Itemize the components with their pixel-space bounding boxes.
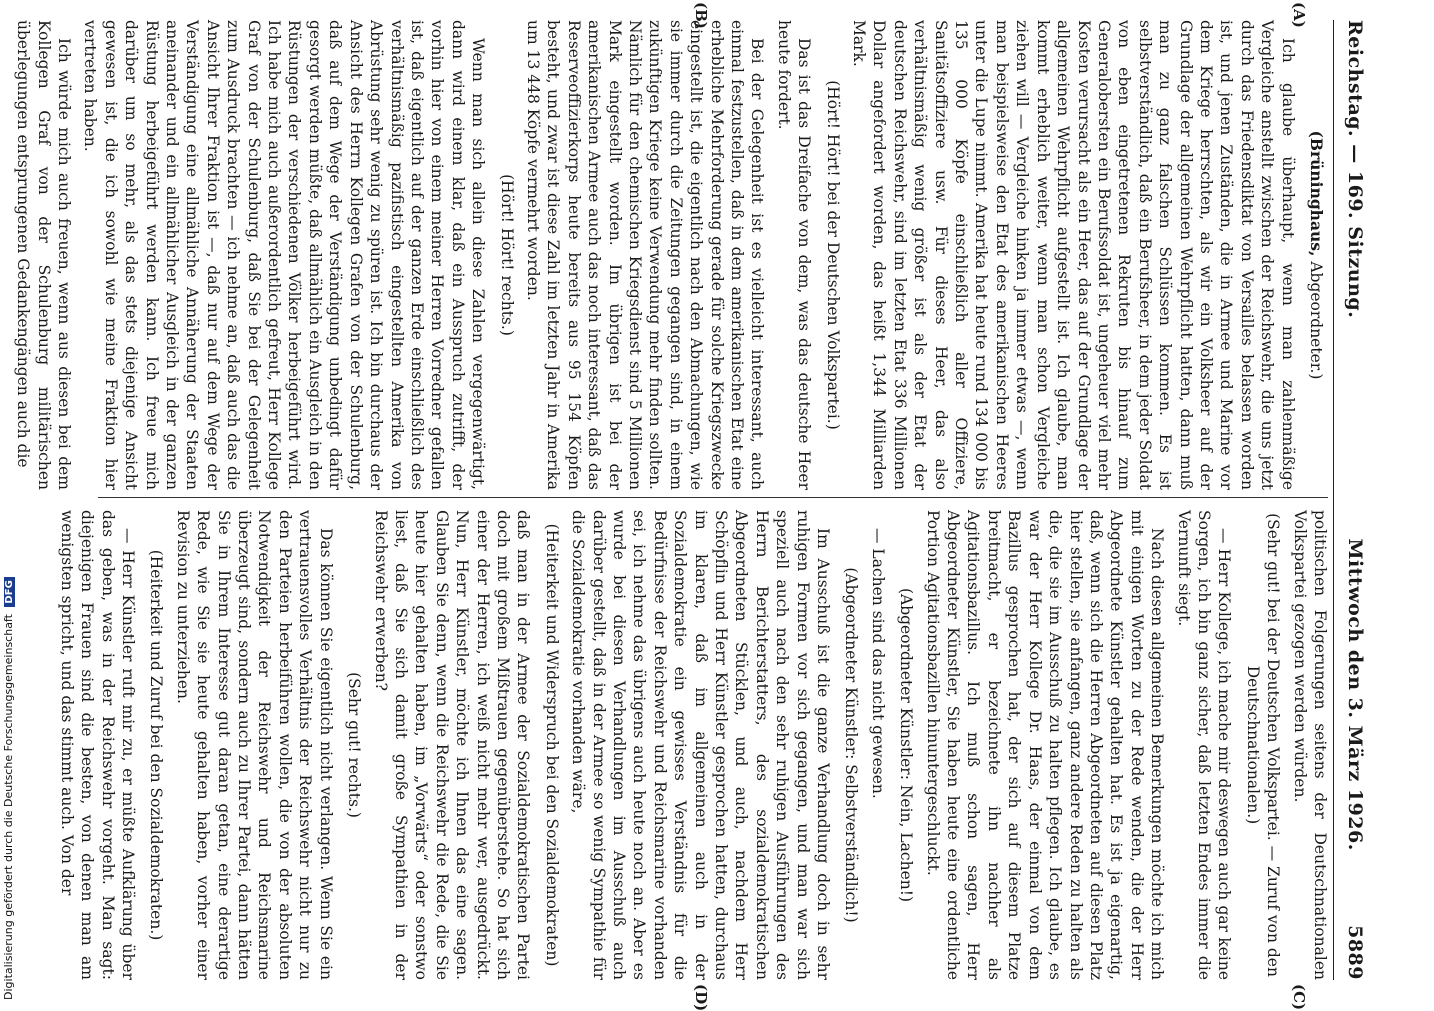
page-number: 5889	[1344, 925, 1366, 980]
header-session: Reichstag. — 169. Sitzung.	[1344, 20, 1366, 319]
paragraph: Im Ausschuß ist die ganze Verhandlung doch in sehr ruhigen Formen vor sich gegangen, und man war sich speziell auch nach den sehr ruhigen Ausführungen des Herrn Berichterstatters, des sozialdemokratischen Abgeordneten Stücklen, und auch, nachdem Herr Schöpflin und Herr Künstler gesprochen hatten, durchaus im klaren, daß im allgemeinen auch in der Sozialdemokratie ein gewisses Verständnis für die Bedürfnisse der Reichswehr und Reichsmarine vorhanden sei, ich nehme das übrigens auch heute noch an. Aber es wurde bei diesen Verhandlungen im Ausschuß auch darüber gestellt, daß in der Armee so wenig Sympathie für die Sozialdemokratie vorhanden wäre,	[569, 510, 833, 980]
paragraph: Das ist das Dreifache von dem, was das deutsche Heer heute fordert.	[774, 20, 814, 490]
paragraph: — Herr Kollege, ich mache mir deswegen auch gar keine Sorgen, ich bin ganz sicher, daß letzten Endes immer die Vernunft siegt.	[1174, 510, 1234, 980]
speaker-name: (Brüninghaus,	[1307, 130, 1326, 257]
header-date-and-page	[1344, 539, 1366, 980]
paragraph: Wenn man sich allein diese Zahlen vergegenwärtigt, dann wird einem klar, daß ein Ausspruch zutrifft, der vorhin hier von einem meiner Herren Vorredner gefallen ist, daß eigentlich auf der ganzen Erde einschließlich des verhältnismäßig pazifistisch eingestellten Amerika von Abrüstung sehr wenig zu spüren ist. Ich bin durchaus der Ansicht des Herrn Kollegen Grafen von der Schulenburg, daß auf dem Wege der Verständigung unbedingt dafür gesorgt werden müßte, daß allmählich ein Ausgleich in den Rüstungen der verschiedenen Völker herbeigeführt wird. Ich habe mich auch außerordentlich gefreut, Herr Kollege Graf von der Schulenburg, daß Sie bei der Gelegenheit zum Ausdruck brachten — ich nehme an, daß auch das die Ansicht Ihrer Fraktion ist —, daß nur auf dem Wege der Verständigung eine allmähliche Annäherung der Staaten aneinander und ein allmählicher Ausgleich in der ganzen Rüstung herbeigeführt werden kann. Ich freue mich darüber um so mehr, als das stets diejenige Ansicht gewesen ist, die ich sowohl wie meine Fraktion hier vertreten haben.	[81, 20, 488, 490]
dfg-logo: DFG	[4, 577, 15, 606]
interjection: (Hört! Hört! rechts.)	[497, 174, 516, 336]
paragraph: daß man in der Armee der Sozialdemokratischen Partei doch mit großem Mißtrauen gegenüberstehe. So hat sich einer der Herren, ich weiß nicht mehr wer, ausgedrückt. Nun, Herr Künstler, möchte ich Ihnen das eine sagen. Glauben Sie denn, wenn die Reichswehr die Rede, die Sie heute hier gehalten haben, im „Vorwärts“ oder sonstwo liest, daß Sie sich damit große Sympathien in der Reichswehr erwerben?	[371, 510, 533, 980]
paragraph: — Lachen sind das nicht gewesen.	[868, 528, 887, 799]
paragraph: politischen Folgerungen seitens der Deutschnationalen Volkspartei gezogen werden würden.	[1290, 510, 1329, 980]
funding-note	[2, 577, 15, 1000]
paragraph: Ich glaube überhaupt, wenn man zahlenmäßige Vergleiche anstellt zwischen der Reichswehr, die uns jetzt durch das Friedensdiktat von Versailles belassen worden ist, und jenen Zuständen, die in Armee und Marine vor dem Kriege herrschten, als wir ein Volksheer auf der Grundlage der allgemeinen Wehrpflicht hatten, dann muß man zu ganz falschen Schlüssen kommen. Es ist selbstverständlich, daß ein Berufsheer, in dem jeder Soldat von eben eingetretenen Rekruten bis hinauf zum Generalobersten ein Berufssoldat ist, ungeheuer viel mehr Kosten verursacht als ein Heer, das auf der Grundlage der allgemeinen Wehrpflicht aufgestellt ist. Ich glaube, man kommt erheblich weiter, wenn man schon Vergleiche ziehen will — Vergleiche hinken ja immer etwas —, wenn man beispielsweise den Etat des amerikanischen Heeres unter die Lupe nimmt. Amerika hat heute rund 134 000 bis 135 000 Köpfe einschließlich aller Offiziere, Sanitätsoffiziere usw. Für dieses Heer, das also verhältnismäßig wenig größer ist als der Etat der deutschen Reichswehr, sind im letzten Etat 336 Millionen Dollar angefordert worden, das heißt 1,344 Milliarden Mark.	[850, 20, 1297, 490]
funding-text: Digitalisierung gefördert durch die Deutsche Forschungsgemeinschaft	[2, 614, 15, 1000]
header-rule	[1333, 20, 1334, 980]
interjection: (Abgeordneter Künstler: Selbstverständlich!)	[842, 567, 861, 923]
paragraph: Nach diesen allgemeinen Bemerkungen möchte ich mich mit einigen Worten zu der Rede wenden, die der Herr Abgeordnete Künstler gehalten hat. Es ist ja eigenartig, daß, wenn sich die Herren Abgeordneten auf diesen Platz hier stellen, sie anfangen, ganz andere Reden zu halten als die, die sie im Ausschuß zu halten pflegen. Ich glaube, es war der Herr Kollege Dr. Haas, der einmal von dem Bazillus gesprochen hat, der sich auf diesem Platze breitmacht, er bezeichnete ihn nachher als Agitationsbazillus. Ich muß schon sagen, Herr Abgeordneter Künstler, Sie haben heute eine ordentliche Portion Agitationsbazillen hinuntergeschluckt.	[923, 510, 1167, 980]
column-divider	[98, 497, 1328, 498]
speaker-role: Abgeordneter.)	[1307, 261, 1325, 380]
paragraph: Ich würde mich auch freuen, wenn aus diesen bei dem Kollegen Graf von der Schulenburg militärischen überlegungen entsprungenen Gedankengängen auch die	[14, 20, 74, 490]
page-header	[1334, 20, 1366, 980]
margin-mark-c: (C)	[1290, 984, 1308, 1011]
right-column	[50, 510, 1330, 980]
header-date: Mittwoch den 3. März 1926.	[1344, 538, 1366, 851]
margin-mark-a: (A)	[1290, 2, 1308, 28]
interjection: (Heiterkeit und Zuruf bei den Sozialdemokraten.)	[147, 549, 166, 941]
speaker-line	[1306, 20, 1326, 490]
interjection: (Hört! Hört! bei der Deutschen Volkspartei.)	[823, 80, 842, 430]
margin-mark-b: (B)	[692, 2, 710, 29]
paragraph: Bei der Gelegenheit ist es vielleicht interessant, auch einmal festzustellen, daß in dem amerikanischen Etat eine erhebliche Mehrforderung gerade für solche Kriegszwecke eingestellt ist, die eigentlich nach den Abmachungen, wie sie immer durch die Zeitungen gegangen sind, in einem zukünftigen Kriege keine Verwendung mehr finden sollten. Nämlich für den chemischen Kriegsdienst sind 5 Millionen Mark eingestellt worden. Im übrigen ist bei der amerikanischen Armee auch das noch interessant, daß das Reserveoffizierkorps heute bereits aus 95 154 Köpfen besteht, und zwar ist diese Zahl im letzten Jahr in Amerika um 13 448 Köpfe vermehrt worden.	[523, 20, 767, 490]
margin-mark-d: (D)	[692, 984, 710, 1011]
paragraph: Das können Sie eigentlich nicht verlangen. Wenn Sie ein vertrauensvolles Verhältnis der Reichswehr nicht nur zu den Parteien herbeiführen wollen, die von der absoluten Notwendigkeit der Reichswehr und Reichsmarine überzeugt sind, sondern auch zu Ihrer Partei, dann hätten Sie in Ihrem Interesse gut daran getan, eine derartige Rede, wie Sie sie heute gehalten haben, vorher einer Revision zu unterziehen.	[173, 510, 335, 980]
document-page	[14, 0, 1370, 1011]
paragraph: — Herr Künstler ruft mir zu, er müßte Aufklärung über das geben, was in der Reichswehr vorgeht. Man sagt: diejenigen Frauen sind die besten, von denen man am wenigsten spricht, und das stimmt auch. Von der	[57, 510, 138, 980]
interjection: (Heiterkeit und Widerspruch bei den Sozialdemokraten)	[542, 523, 561, 967]
left-column	[7, 20, 1330, 490]
interjection: (Sehr gut! bei der Deutschen Volkspartei. — Zuruf von den Deutschnationalen.)	[1243, 513, 1283, 977]
interjection: (Abgeordneter Künstler: Nein, Lachen!)	[897, 587, 916, 903]
interjection: (Sehr gut! rechts.)	[345, 672, 364, 818]
